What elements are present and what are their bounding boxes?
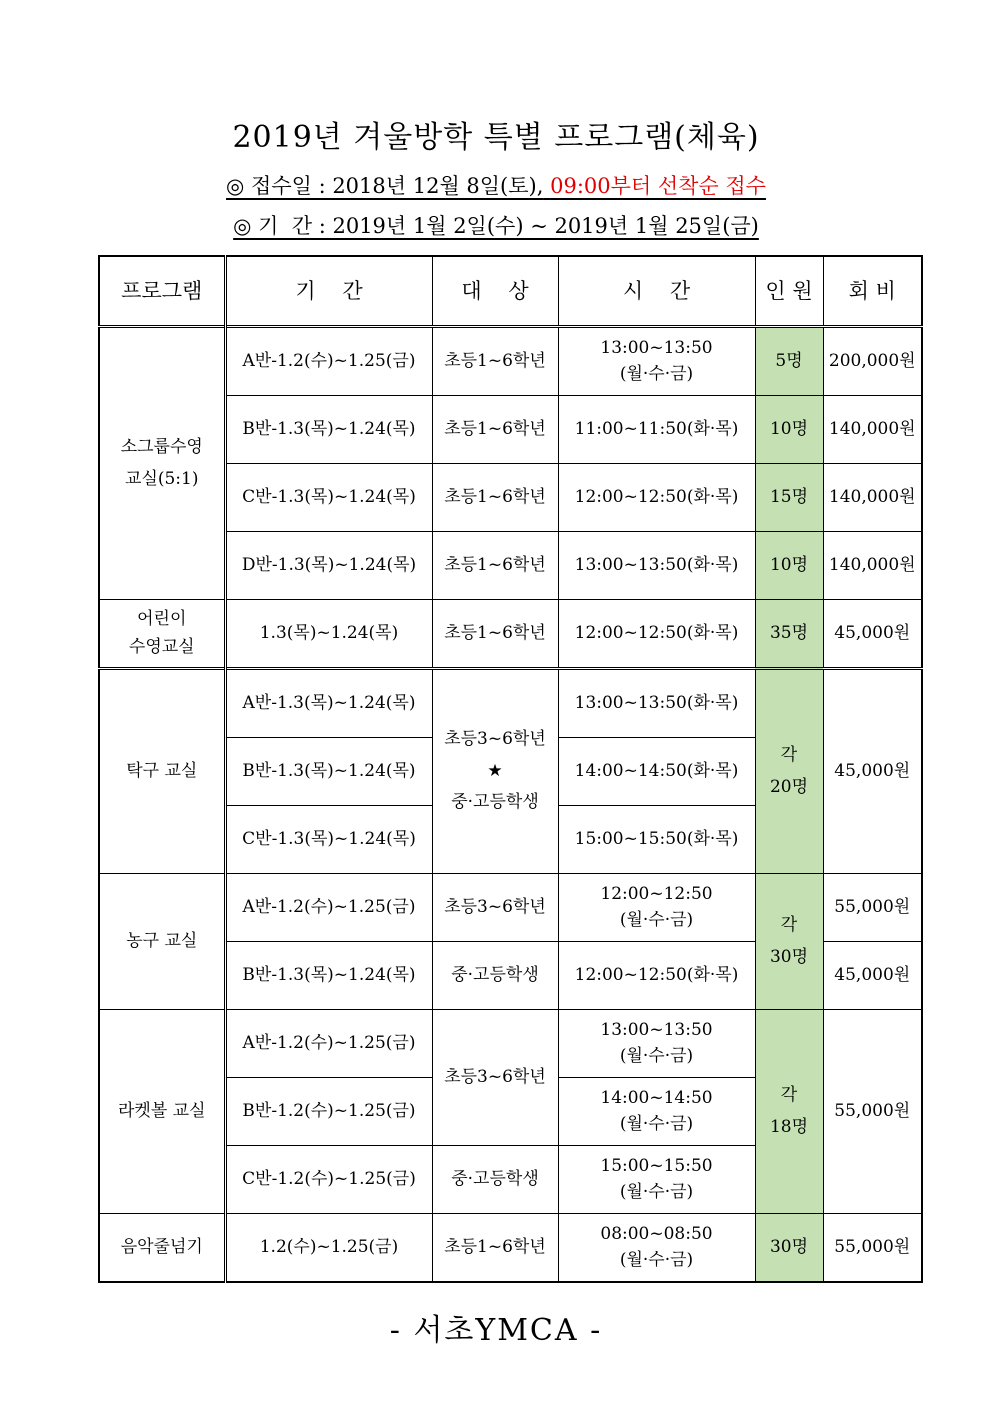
program-cell: 라켓볼 교실	[99, 1010, 225, 1214]
time-days: (월·수·금)	[619, 909, 694, 930]
program-name: 소그룹수영	[120, 437, 203, 458]
table-row	[99, 874, 922, 942]
time-cell	[558, 874, 755, 942]
header-period: 기 간	[225, 256, 432, 327]
capacity-cell: 5명	[755, 327, 823, 396]
target-cell: 초등1~6학년	[432, 327, 558, 396]
fee-cell: 45,000원	[823, 669, 922, 874]
time-cell	[558, 1010, 755, 1078]
target-cell: 초등1~6학년	[432, 600, 558, 669]
period-cell: B반-1.3(목)~1.24(목)	[225, 396, 432, 464]
period-cell: 1.3(목)~1.24(목)	[225, 600, 432, 669]
target-cell: 초등3~6학년	[432, 874, 558, 942]
table-row	[99, 669, 922, 738]
target-cell: 초등3~6학년	[432, 1010, 558, 1146]
time-text: 14:00~14:50	[600, 1088, 713, 1108]
fee-cell: 140,000원	[823, 396, 922, 464]
period-cell: A반-1.2(수)~1.25(금)	[225, 327, 432, 396]
period-cell: C반-1.2(수)~1.25(금)	[225, 1146, 432, 1214]
time-text: 15:00~15:50	[600, 1156, 713, 1176]
footer-org: - 서초YMCA -	[389, 1313, 603, 1348]
program-cell: 농구 교실	[99, 874, 225, 1010]
capacity-each: 각	[780, 915, 798, 936]
reception-prefix: ◎ 접수일 : 2018년 12월 8일(토),	[226, 174, 544, 198]
program-cell: 탁구 교실	[99, 669, 225, 874]
time-text: 08:00~08:50	[600, 1224, 713, 1244]
period-cell: A반-1.2(수)~1.25(금)	[225, 1010, 432, 1078]
target-text: 중·고등학생	[451, 792, 539, 813]
period-cell: 1.2(수)~1.25(금)	[225, 1214, 432, 1283]
time-days: (월·수·금)	[619, 363, 694, 384]
fee-cell: 55,000원	[823, 1214, 922, 1283]
target-cell: 중·고등학생	[432, 1146, 558, 1214]
table-row	[99, 327, 922, 396]
fee-cell: 200,000원	[823, 327, 922, 396]
target-cell: 중·고등학생	[432, 942, 558, 1010]
capacity-cell: 10명	[755, 396, 823, 464]
reception-line	[0, 170, 992, 200]
table-row	[99, 600, 922, 669]
period-cell: A반-1.2(수)~1.25(금)	[225, 874, 432, 942]
capacity-cell: 35명	[755, 600, 823, 669]
period-cell: B반-1.3(목)~1.24(목)	[225, 738, 432, 806]
table-row	[99, 1010, 922, 1078]
program-name: 교실(5:1)	[125, 468, 199, 489]
time-cell	[558, 327, 755, 396]
target-cell: 초등1~6학년	[432, 396, 558, 464]
program-name: 어린이	[137, 609, 187, 630]
capacity-count: 20명	[769, 776, 809, 797]
fee-cell: 45,000원	[823, 942, 922, 1010]
fee-cell: 140,000원	[823, 464, 922, 532]
table-row	[99, 1214, 922, 1283]
time-cell: 12:00~12:50(화·목)	[558, 464, 755, 532]
capacity-cell: 10명	[755, 532, 823, 600]
capacity-cell	[755, 669, 823, 874]
time-cell	[558, 1146, 755, 1214]
program-cell: 음악줄넘기	[99, 1214, 225, 1283]
fee-cell: 55,000원	[823, 1010, 922, 1214]
capacity-each: 각	[780, 1085, 798, 1106]
period-cell: D반-1.3(목)~1.24(목)	[225, 532, 432, 600]
time-days: (월·수·금)	[619, 1181, 694, 1202]
time-cell: 14:00~14:50(화·목)	[558, 738, 755, 806]
period-cell: C반-1.3(목)~1.24(목)	[225, 464, 432, 532]
schedule-table	[98, 255, 923, 1283]
capacity-cell	[755, 1010, 823, 1214]
page-title: 2019년 겨울방학 특별 프로그램(체육)	[232, 120, 760, 155]
header-time: 시 간	[558, 256, 755, 327]
header-program: 프로그램	[99, 256, 225, 327]
period-cell: A반-1.3(목)~1.24(목)	[225, 669, 432, 738]
fee-cell: 55,000원	[823, 874, 922, 942]
time-text: 13:00~13:50	[600, 338, 713, 358]
period-line	[0, 210, 992, 240]
capacity-cell: 15명	[755, 464, 823, 532]
header-row	[99, 256, 922, 327]
time-days: (월·수·금)	[619, 1249, 694, 1270]
time-cell: 12:00~12:50(화·목)	[558, 942, 755, 1010]
header-target: 대 상	[432, 256, 558, 327]
period-cell: B반-1.2(수)~1.25(금)	[225, 1078, 432, 1146]
capacity-cell: 30명	[755, 1214, 823, 1283]
time-cell: 13:00~13:50(화·목)	[558, 532, 755, 600]
period-cell: B반-1.3(목)~1.24(목)	[225, 942, 432, 1010]
target-cell: 초등1~6학년	[432, 464, 558, 532]
capacity-count: 30명	[769, 946, 809, 967]
program-cell	[99, 600, 225, 669]
capacity-each: 각	[780, 745, 798, 766]
time-cell: 13:00~13:50(화·목)	[558, 669, 755, 738]
time-text: 12:00~12:50	[600, 884, 713, 904]
header-fee: 회 비	[823, 256, 922, 327]
period-cell: C반-1.3(목)~1.24(목)	[225, 806, 432, 874]
time-cell	[558, 1214, 755, 1283]
capacity-count: 18명	[769, 1116, 809, 1137]
fee-cell: 45,000원	[823, 600, 922, 669]
capacity-cell	[755, 874, 823, 1010]
fee-cell: 140,000원	[823, 532, 922, 600]
target-text: 초등3~6학년	[444, 729, 546, 750]
target-cell: 초등1~6학년	[432, 1214, 558, 1283]
header-capacity: 인 원	[755, 256, 823, 327]
reception-highlight: 09:00부터 선착순 접수	[550, 174, 766, 198]
program-name: 수영교실	[128, 636, 195, 657]
program-cell	[99, 327, 225, 600]
time-cell: 15:00~15:50(화·목)	[558, 806, 755, 874]
time-cell	[558, 1078, 755, 1146]
time-cell: 12:00~12:50(화·목)	[558, 600, 755, 669]
time-text: 13:00~13:50	[600, 1020, 713, 1040]
time-days: (월·수·금)	[619, 1113, 694, 1134]
time-cell: 11:00~11:50(화·목)	[558, 396, 755, 464]
time-days: (월·수·금)	[619, 1045, 694, 1066]
target-cell	[432, 669, 558, 874]
star-icon: ★	[487, 760, 503, 781]
target-cell: 초등1~6학년	[432, 532, 558, 600]
period-text: ◎ 기 간 : 2019년 1월 2일(수) ~ 2019년 1월 25일(금)	[233, 214, 759, 238]
